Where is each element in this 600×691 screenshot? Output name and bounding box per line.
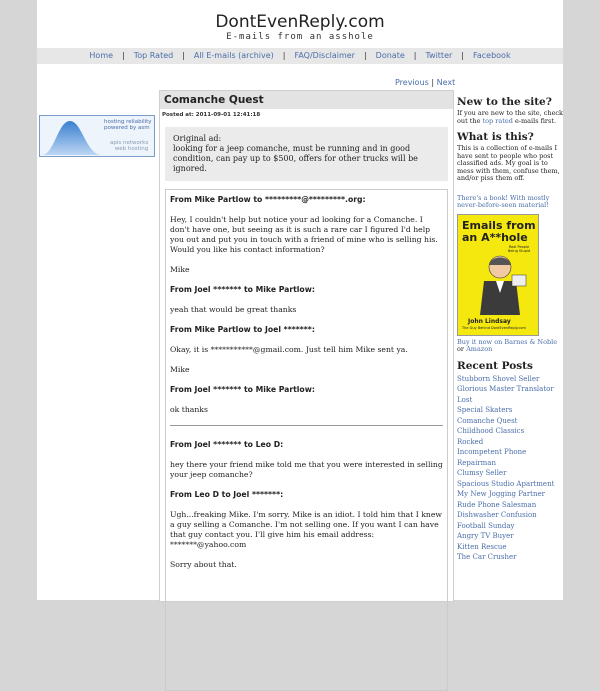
message-body: Okay, it is ***********@gmail.com. Just tell him Mike sent ya. — [170, 345, 408, 354]
nav-separator: | — [122, 51, 125, 60]
recent-posts-heading: Recent Posts — [457, 359, 533, 372]
nav-facebook[interactable]: Facebook — [472, 51, 511, 60]
sidebar — [457, 96, 563, 563]
message-body: Sorry about that. — [170, 560, 237, 569]
nav-archive[interactable]: All E-mails (archive) — [193, 51, 274, 60]
ad-text-bottom: apis networks web hosting — [110, 140, 149, 152]
message-header: From Leo D to Joel *******: — [170, 490, 284, 499]
recent-post-link[interactable]: Comanche Quest — [457, 416, 518, 425]
post-date: Posted at: 2011-09-01 12:41:18 — [162, 112, 261, 118]
amazon-link[interactable]: Amazon — [466, 345, 493, 353]
message-body: Ugh...freaking Mike. I'm sorry. Mike is an idiot. I told him that I knew a guy selling a Comanche. I'm not selling one. If you want I can have that guy contact you. I'll give him his email address: *******@yahoo.com — [170, 510, 442, 549]
nav-separator: | — [282, 51, 286, 60]
recent-post-link[interactable]: Childhood Classics — [457, 427, 525, 435]
nav-twitter[interactable]: Twitter — [425, 51, 453, 60]
recent-post-link[interactable]: Glorious Master Translator — [457, 385, 554, 393]
recent-post-link[interactable]: Stubborn Shovel Seller — [457, 374, 540, 383]
site-tagline: E-mails from an asshole — [226, 32, 374, 42]
hosting-ad-banner[interactable] — [39, 115, 155, 157]
book-cover[interactable] — [457, 214, 563, 336]
buy-now-link[interactable]: Buy it now on — [457, 337, 503, 346]
message-header: From Joel ******* to Mike Partlow: — [170, 285, 315, 294]
top-rated-link[interactable]: top rated — [482, 116, 513, 125]
recent-post-link[interactable]: Incompetent Phone Repairman — [457, 448, 527, 467]
previous-link[interactable]: Previous — [395, 78, 429, 87]
nav-home[interactable]: Home — [89, 51, 114, 60]
buy-text: Buy it now on Barnes & Noble or Amazon — [457, 337, 558, 353]
page — [37, 0, 563, 600]
nav-separator: | — [461, 51, 464, 60]
site-header — [37, 0, 563, 47]
post-panel — [159, 90, 454, 602]
conversation — [165, 189, 448, 691]
recent-post-link[interactable]: Rude Phone Salesman — [457, 500, 537, 509]
message-body: yeah that would be great thanks — [170, 305, 297, 314]
message-body: hey there your friend mike told me that you were interested in selling your jeep comanche? — [170, 460, 443, 479]
man-illustration — [458, 215, 538, 335]
original-ad-label: Original ad: — [173, 134, 222, 143]
book-cover-sub: Real People Being Stupid — [507, 244, 531, 253]
recent-post-link[interactable]: Kitten Rescue — [457, 542, 507, 551]
message-header: From Joel ******* to Leo D: — [170, 440, 284, 449]
book-cover-title: Emails from an A**hole — [462, 218, 536, 244]
book-cover-author: John Lindsay — [468, 317, 511, 325]
recent-post-link[interactable]: Football Sunday — [457, 521, 515, 530]
recent-post-link[interactable]: My New Jogging Partner — [457, 490, 545, 498]
nav-top-rated[interactable]: Top Rated — [133, 51, 174, 60]
original-ad-box — [165, 127, 448, 181]
conversation-divider — [170, 425, 443, 426]
recent-posts — [457, 360, 563, 563]
post-title[interactable]: Comanche Quest — [160, 91, 453, 109]
nav-separator: | — [413, 51, 417, 60]
next-link[interactable]: Next — [436, 78, 456, 87]
nav-faq[interactable]: FAQ/Disclaimer — [294, 51, 355, 60]
original-ad-text: looking for a jeep comanche, must be running and in good condition, can pay up to $500, offers for other trucks will be ignored. — [173, 144, 418, 173]
recent-post-link[interactable]: Lost — [457, 395, 473, 404]
pager — [395, 78, 455, 87]
recent-post-link[interactable]: The Car Crusher — [457, 553, 517, 561]
message-header: From Joel ******* to Mike Partlow: — [170, 385, 315, 394]
recent-post-link[interactable]: Dishwasher Confusion — [457, 511, 537, 519]
what-is-this-text: This is a collection of e-mails I have sent to people who post classified ads. My goal is to mess with them, confuse them, and/or piss them off. — [457, 144, 560, 182]
recent-post-link[interactable]: Angry TV Buyer — [457, 532, 514, 540]
recent-post-link[interactable]: Rocked — [457, 437, 484, 446]
new-to-site-text: If you are new to the site, check out the top rated e-mails first. — [457, 109, 563, 125]
message-body: Hey, I couldn't help but notice your ad looking for a Comanche. I don't have one, but seeing as it is such a rare car I figured I'd help you out and put you in touch with a friend of mine who is selling his. Would you like his contact information? — [170, 215, 438, 254]
new-to-site-heading: New to the site? — [457, 96, 552, 108]
recent-post-link[interactable]: Clumsy Seller — [457, 469, 507, 477]
nav-bar — [37, 48, 563, 64]
recent-post-link[interactable]: Spacious Studio Apartment — [457, 479, 555, 488]
book-cover-site: The Guy Behind DontEvenReply.com — [462, 325, 526, 330]
site-title[interactable]: DontEvenReply.com — [215, 12, 385, 32]
message-signature: Mike — [170, 265, 190, 274]
book-promo-link[interactable]: There's a book! With mostly never-before-seen material! — [457, 193, 550, 209]
message-body: ok thanks — [170, 405, 208, 414]
nav-separator: | — [363, 51, 367, 60]
barnes-noble-link[interactable]: Barnes & Noble — [504, 337, 558, 346]
nav-separator: | — [182, 51, 185, 60]
message-header: From Mike Partlow to Joel *******: — [170, 325, 315, 334]
nav-donate[interactable]: Donate — [375, 51, 405, 60]
ad-text-top: hosting reliability powered by asm — [104, 119, 152, 131]
message-signature: Mike — [170, 365, 190, 374]
pager-separator: | — [431, 78, 435, 87]
what-is-this-heading: What is this? — [457, 131, 534, 143]
message-header: From Mike Partlow to *********@*********.org: — [170, 195, 366, 204]
recent-post-link[interactable]: Special Skaters — [457, 406, 513, 414]
